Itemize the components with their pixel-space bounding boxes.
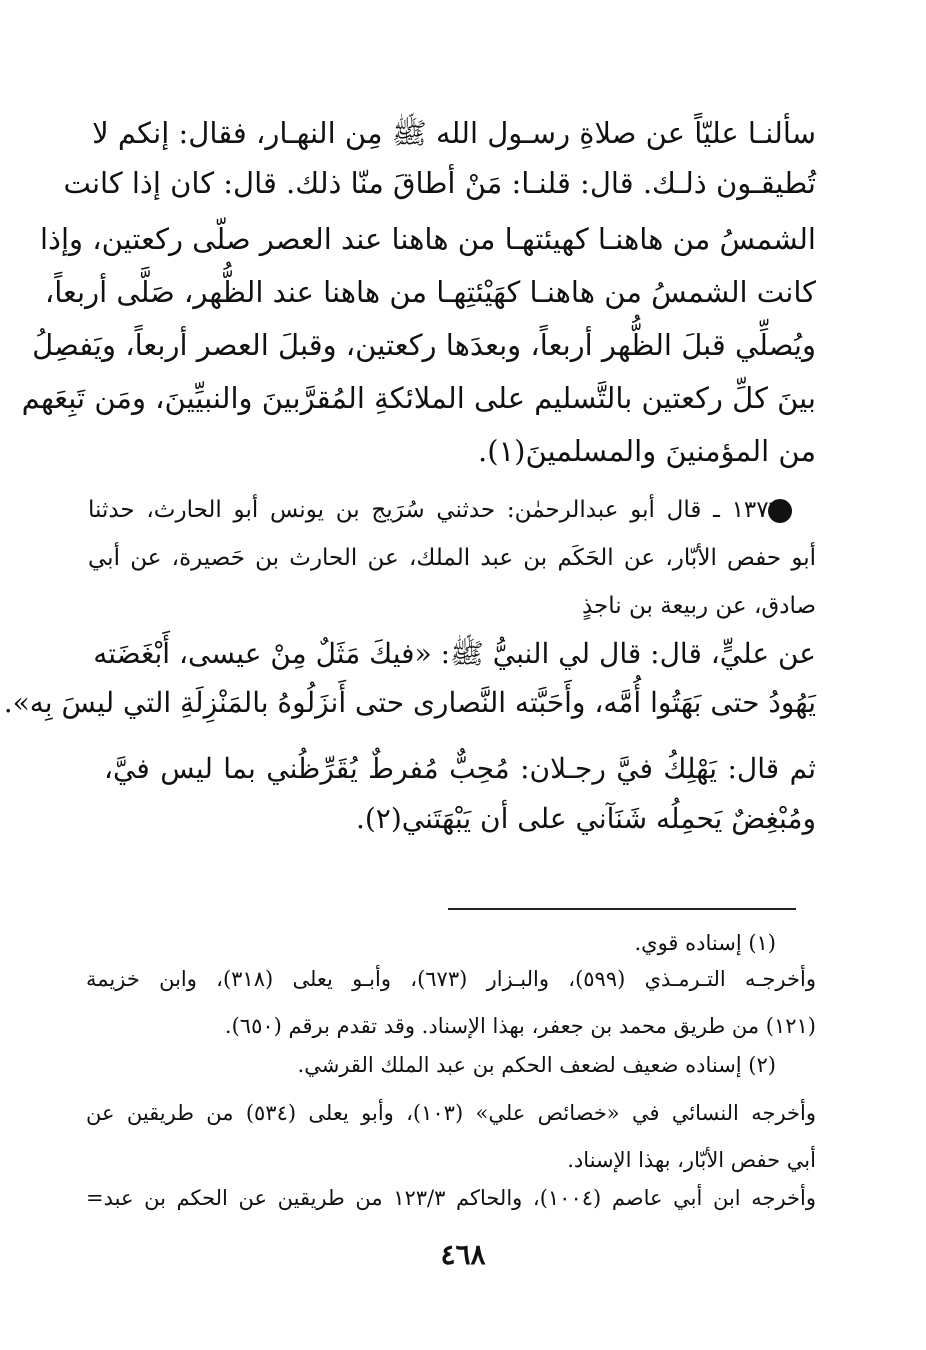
footnote-line: (١٢١) من طريق محمد بن جعفر، بهذا الإسناد. وقد تقدم برقم (٦٥٠). — [224, 1014, 816, 1038]
hadith-text-line: يَهُودُ حتى بَهَتُوا أُمَّه، وأَحَبَّته النَّصارى حتى أَنزَلُوهُ بالمَنْزِلَةِ التي ليسَ بِه». — [3, 686, 816, 719]
footnote-separator-tick — [780, 908, 796, 910]
footnote-line: وأخرجـه التـرمـذي (٥٩٩)، والبـزار (٦٧٣)، وأبـو يعلى (٣١٨)، وابن خزيمة — [86, 967, 816, 991]
main-text-line: تُطيقـون ذلـك. قال: قلنـا: مَنْ أطاقَ منّا ذلك. قال: كان إذا كانت — [63, 166, 816, 200]
footnote-line: (١) إسناده قوي. — [634, 931, 776, 955]
hadith-text-line: ثم قال: يَهْلِكُ فيَّ رجـلان: مُحِبٌّ مُفرطٌ يُقَرِّظُني بما ليس فيَّ، — [104, 752, 816, 785]
main-text-line: الشمسُ من هاهنـا كهيئتهـا من هاهنا عند العصر صلّى ركعتين، وإذا — [39, 222, 816, 256]
hadith-text-line: ومُبْغِضٌ يَحمِلُه شَنَآني على أن يَبْهَتَني(٢). — [355, 802, 816, 835]
footnote-separator — [448, 908, 796, 910]
footnote-line: وأخرجه النسائي في «خصائص علي» (١٠٣)، وأبو يعلى (٥٣٤) من طريقين عن — [86, 1101, 816, 1125]
page-number: ٤٦٨ — [440, 1238, 486, 1271]
footnote-line: أبي حفص الأبّار، بهذا الإسناد. — [567, 1148, 816, 1172]
hadith-isnad-line: ١٣٧٦ ـ قال أبو عبدالرحمٰن: حدثني سُرَيج بن يونس أبو الحارث، حدثنا — [88, 497, 781, 523]
main-text-line: سألنـا عليّاً عن صلاةِ رسـول الله ﷺ مِن النهـار، فقال: إنكم لا — [92, 116, 816, 150]
hadith-text-line: عن عليٍّ، قال: قال لي النبيُّ ﷺ: «فيكَ مَثَلٌ مِنْ عيسى، أَبْغَضَته — [93, 637, 816, 670]
hadith-isnad-line: صادق، عن ربيعة بن ناجذٍ — [581, 593, 816, 619]
footnote-line: (٢) إسناده ضعيف لضعف الحكم بن عبد الملك القرشي. — [297, 1053, 776, 1077]
main-text-line: كانت الشمسُ من هاهنـا كهَيْئتِهـا من هاهنا عند الظُّهر، صَلَّى أربعاً، — [44, 275, 816, 309]
hadith-isnad-line: أبو حفص الأبّار، عن الحَكَم بن عبد الملك، عن الحارث بن حَصيرة، عن أبي — [88, 545, 816, 571]
main-text-line: من المؤمنينَ والمسلمينَ(١). — [478, 434, 816, 468]
footnote-line: وأخرجه ابن أبي عاصم (١٠٠٤)، والحاكم ١٢٣/٣ من طريقين عن الحكم بن عبد= — [86, 1186, 817, 1210]
main-text-line: بينَ كلِّ ركعتين بالتَّسليم على الملائكةِ المُقرَّبينَ والنبيِّينَ، ومَن تَبِعَهم — [21, 381, 816, 415]
main-text-line: ويُصلِّي قبلَ الظُّهر أربعاً، وبعدَها ركعتين، وقبلَ العصر أربعاً، ويَفصِلُ — [32, 328, 816, 362]
